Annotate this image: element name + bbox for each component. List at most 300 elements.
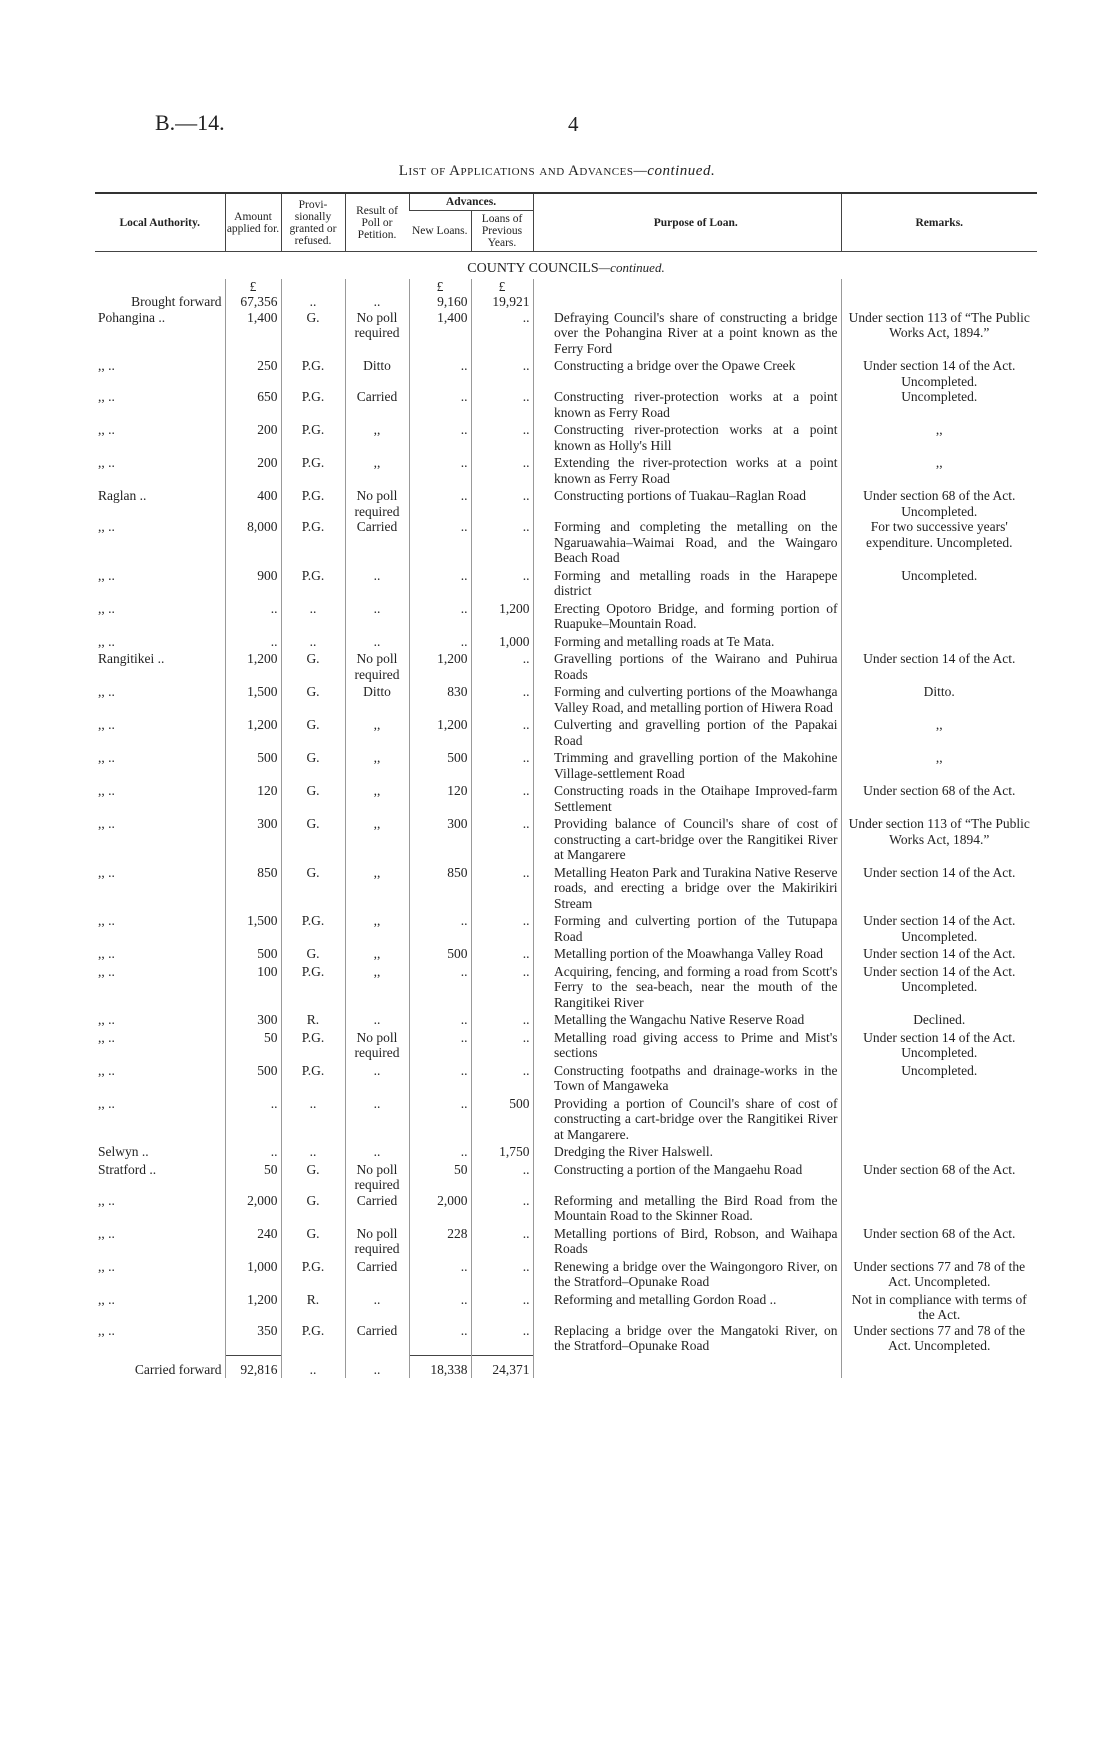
spacer-cell [533,294,551,310]
result-cell: No poll required [345,651,409,684]
purpose-cell: Erecting Opotoro Bridge, and forming portion of Ruapuke–Mountain Road. [554,600,838,631]
new-loans-cell: .. [409,568,471,601]
result-cell: ,, [345,750,409,783]
table-row [95,519,1037,568]
authority-cell: ,, .. [98,946,115,961]
authority-cell: ,, .. [98,1322,115,1338]
purpose-cell: Culverting and gravelling portion of the Papakai Road [554,717,838,748]
remarks-cell: ,, [841,750,1037,783]
spacer-cell [533,519,551,568]
table-row [95,651,1037,684]
provisional-cell: G. [281,1226,345,1259]
report-code: B.—14. [155,110,225,135]
amount-cell: 200 [225,422,281,455]
previous-loans-cell: .. [471,717,533,750]
spacer-cell [533,1063,551,1096]
amount-cell: .. [225,1144,281,1162]
authority-cell: ,, .. [98,913,115,928]
new-loans-cell: .. [409,634,471,652]
carried-prev: 24,371 [471,1356,533,1378]
table-row [95,717,1037,750]
spacer-cell [533,455,551,488]
previous-loans-cell: .. [471,964,533,1013]
result-cell: ,, [345,717,409,750]
purpose-cell [551,294,841,310]
table-row [95,1096,1037,1145]
currency-new: £ [409,279,471,295]
amount-cell: 1,200 [225,717,281,750]
amount-cell: 300 [225,816,281,865]
table-row [95,1144,1037,1162]
previous-loans-cell: .. [471,519,533,568]
spacer-cell [533,1226,551,1259]
header-spacer [533,193,551,252]
table-row [95,946,1037,964]
previous-loans-cell: .. [471,1226,533,1259]
previous-loans-cell: 19,921 [471,294,533,310]
purpose-cell: Renewing a bridge over the Waingongoro River, on the Stratford–Opunake Road [554,1258,838,1289]
provisional-cell: G. [281,865,345,914]
authority-cell: Raglan .. [98,488,147,503]
amount-cell: 200 [225,455,281,488]
spacer-cell [533,601,551,634]
provisional-cell: G. [281,1162,345,1193]
purpose-cell: Constructing portions of Tuakau–Raglan Road [554,488,806,503]
table-row [95,1193,1037,1226]
table-row [95,1323,1037,1356]
amount-cell: 240 [225,1226,281,1259]
remarks-cell [841,294,1037,310]
previous-loans-cell: .. [471,816,533,865]
provisional-cell: G. [281,310,345,359]
result-cell: .. [345,601,409,634]
carried-amount: 92,816 [225,1356,281,1378]
spacer-cell [533,913,551,946]
previous-loans-cell: .. [471,913,533,946]
provisional-cell: G. [281,750,345,783]
table-row [95,1063,1037,1096]
provisional-cell: P.G. [281,1063,345,1096]
carried-prov: .. [281,1356,345,1378]
spacer-cell [533,964,551,1013]
provisional-cell: .. [281,1096,345,1145]
amount-cell: 1,000 [225,1259,281,1292]
result-cell: .. [345,1292,409,1323]
amount-cell: 1,500 [225,684,281,717]
authority-cell: ,, .. [98,684,115,699]
provisional-cell: P.G. [281,1259,345,1292]
purpose-cell: Metalling the Wangachu Native Reserve Road [554,1012,805,1027]
spacer-cell [533,634,551,652]
table-row [95,601,1037,634]
purpose-cell: Metalling portion of the Moawhanga Valley Road [554,946,823,961]
authority-cell: ,, .. [98,1062,115,1078]
previous-loans-cell: .. [471,684,533,717]
authority-cell: Rangitikei .. [98,651,165,666]
remarks-cell: Under section 14 of the Act. [841,946,1037,964]
spacer-cell [533,568,551,601]
authority-cell: ,, .. [98,633,115,649]
remarks-cell: Under section 14 of the Act. [841,865,1037,914]
table-row [95,389,1037,422]
provisional-cell: .. [281,634,345,652]
result-cell: No poll required [345,1226,409,1259]
spacer-cell [533,389,551,422]
applications-table [95,192,1037,1378]
table-row [95,294,1037,310]
result-cell: .. [345,294,409,310]
new-loans-cell: 300 [409,816,471,865]
result-cell: Ditto [345,358,409,389]
previous-loans-cell: .. [471,488,533,519]
section-heading [95,252,1037,279]
provisional-cell: P.G. [281,913,345,946]
spacer-cell [533,750,551,783]
previous-loans-cell: .. [471,1292,533,1323]
carried-label: Carried forward [134,1361,222,1377]
carried-result: .. [345,1356,409,1378]
provisional-cell: P.G. [281,1030,345,1063]
authority-cell: ,, .. [98,717,115,732]
table-row [95,488,1037,519]
authority-cell: ,, .. [98,1012,115,1027]
previous-loans-cell: .. [471,358,533,389]
title-main: List of Applications and Advances [398,163,634,179]
table-row [95,634,1037,652]
result-cell: Carried [345,519,409,568]
spacer-cell [533,310,551,359]
spacer-cell [533,684,551,717]
header-purpose: Purpose of Loan. [551,193,841,252]
result-cell: No poll required [345,1162,409,1193]
header-result-poll: Result of Poll or Petition. [345,193,409,252]
purpose-cell: Constructing river-protection works at a point known as Holly's Hill [554,422,838,453]
purpose-cell: Gravelling portions of the Wairano and Puhirua Roads [554,651,838,682]
new-loans-cell: 850 [409,865,471,914]
authority-cell: ,, .. [98,1291,115,1307]
table-row [95,816,1037,865]
purpose-cell: Constructing a bridge over the Opawe Creek [554,358,796,373]
table-row [95,1259,1037,1292]
purpose-cell: Reforming and metalling Gordon Road .. [554,1291,777,1307]
purpose-cell: Defraying Council's share of constructing a bridge over the Pohangina River at a point known as the Ferry Ford [554,309,838,356]
amount-cell: 1,200 [225,1292,281,1323]
previous-loans-cell: .. [471,1193,533,1226]
purpose-cell: Acquiring, fencing, and forming a road from Scott's Ferry to the sea-beach, near the mouth of the Rangitikei River [554,963,838,1010]
remarks-cell: ,, [841,717,1037,750]
amount-cell: 100 [225,964,281,1013]
purpose-cell: Forming and culverting portions of the Moawhanga Valley Road, and metalling portion of Hiwera Road [554,684,838,715]
carried-forward-row [95,1356,1037,1378]
authority-cell: ,, .. [98,1258,115,1274]
spacer-cell [533,717,551,750]
provisional-cell: P.G. [281,389,345,422]
new-loans-cell: .. [409,913,471,946]
remarks-cell [841,1144,1037,1162]
provisional-cell: P.G. [281,568,345,601]
result-cell: Carried [345,1259,409,1292]
purpose-cell: Trimming and gravelling portion of the Makohine Village-settlement Road [554,750,838,781]
provisional-cell: P.G. [281,358,345,389]
authority-cell: ,, .. [98,1225,115,1241]
previous-loans-cell: .. [471,865,533,914]
remarks-cell: Under section 113 of “The Public Works Act, 1894.” [841,816,1037,865]
purpose-cell: Forming and metalling roads in the Harapepe district [554,567,838,598]
table-row [95,684,1037,717]
remarks-cell [841,601,1037,634]
purpose-cell: Constructing river-protection works at a point known as Ferry Road [554,389,838,420]
remarks-cell: Ditto. [841,684,1037,717]
provisional-cell: R. [281,1012,345,1030]
authority-cell: ,, .. [98,750,115,765]
provisional-cell: R. [281,1292,345,1323]
currency-row [95,279,1037,295]
amount-cell: 8,000 [225,519,281,568]
previous-loans-cell: .. [471,1259,533,1292]
result-cell: ,, [345,422,409,455]
new-loans-cell: .. [409,488,471,519]
authority-cell: ,, .. [98,1192,115,1208]
purpose-cell: Metalling portions of Bird, Robson, and Waihapa Roads [554,1225,838,1256]
previous-loans-cell: .. [471,310,533,359]
provisional-cell: G. [281,651,345,684]
carried-new: 18,338 [409,1356,471,1378]
spacer-cell [533,1012,551,1030]
spacer-cell [533,651,551,684]
spacer-cell [533,1162,551,1193]
table-row [95,310,1037,359]
new-loans-cell: 120 [409,783,471,816]
amount-cell: 120 [225,783,281,816]
result-cell: ,, [345,964,409,1013]
spacer-cell [533,816,551,865]
previous-loans-cell: .. [471,783,533,816]
purpose-cell: Constructing a portion of the Mangaehu Road [554,1161,803,1177]
new-loans-cell: .. [409,1144,471,1162]
result-cell: ,, [345,913,409,946]
amount-cell: 50 [225,1162,281,1193]
header-new-loans: New Loans. [409,211,471,252]
remarks-cell: Under section 113 of “The Public Works Act, 1894.” [841,310,1037,359]
result-cell: .. [345,1144,409,1162]
spacer-cell [533,865,551,914]
table-row [95,1226,1037,1259]
result-cell: Carried [345,1193,409,1226]
authority-cell: Pohangina .. [98,309,166,325]
purpose-cell: Providing balance of Council's share of cost of constructing a cart-bridge over the Rangitikei River at Mangarere [554,816,838,862]
spacer-cell [533,1193,551,1226]
provisional-cell: P.G. [281,964,345,1013]
result-cell: ,, [345,455,409,488]
result-cell: Carried [345,1323,409,1356]
amount-cell: 1,200 [225,651,281,684]
purpose-cell: Metalling road giving access to Prime and Mist's sections [554,1029,838,1060]
new-loans-cell: .. [409,358,471,389]
amount-cell: 350 [225,1323,281,1356]
new-loans-cell: 500 [409,750,471,783]
previous-loans-cell: .. [471,1030,533,1063]
authority-cell: ,, .. [98,422,115,437]
previous-loans-cell: .. [471,651,533,684]
authority-cell: ,, .. [98,600,115,616]
spacer-cell [533,1096,551,1145]
new-loans-cell: 1,400 [409,310,471,359]
previous-loans-cell: 1,750 [471,1144,533,1162]
new-loans-cell: 830 [409,684,471,717]
new-loans-cell: .. [409,1030,471,1063]
table-row [95,865,1037,914]
remarks-cell: Under section 14 of the Act. [841,651,1037,684]
previous-loans-cell: .. [471,946,533,964]
section-name: COUNTY COUNCILS [467,261,599,276]
provisional-cell: P.G. [281,1323,345,1356]
result-cell: No poll required [345,310,409,359]
previous-loans-cell: .. [471,389,533,422]
new-loans-cell: .. [409,1323,471,1356]
result-cell: .. [345,1063,409,1096]
purpose-cell: Reforming and metalling the Bird Road from the Mountain Road to the Skinner Road. [554,1192,838,1223]
table-row [95,1030,1037,1063]
remarks-cell [841,1193,1037,1226]
table-row [95,358,1037,389]
purpose-cell: Constructing footpaths and drainage-works in the Town of Mangaweka [554,1062,838,1093]
new-loans-cell: .. [409,1292,471,1323]
authority-cell: Brought forward [131,294,222,309]
amount-cell: 1,500 [225,913,281,946]
remarks-cell: ,, [841,455,1037,488]
result-cell: No poll required [345,488,409,519]
title-continued: —continued. [633,163,716,179]
table-row [95,422,1037,455]
spacer-cell [533,488,551,519]
authority-cell: ,, .. [98,389,115,404]
new-loans-cell: 50 [409,1162,471,1193]
amount-cell: 50 [225,1030,281,1063]
previous-loans-cell: 500 [471,1096,533,1145]
amount-cell: 500 [225,946,281,964]
spacer-cell [533,422,551,455]
table-row [95,913,1037,946]
new-loans-cell: .. [409,601,471,634]
authority-cell: ,, .. [98,1095,115,1111]
remarks-cell: Under section 68 of the Act. [841,1162,1037,1193]
purpose-cell: Replacing a bridge over the Mangatoki River, on the Stratford–Opunake Road [554,1322,838,1353]
header-provisionally: Provi- sionally granted or refused. [281,193,345,252]
table-row [95,1162,1037,1193]
provisional-cell: .. [281,601,345,634]
spacer-cell [533,1144,551,1162]
section-continued: —continued. [598,260,665,275]
amount-cell: 850 [225,865,281,914]
page-title [0,163,1114,180]
new-loans-cell: .. [409,1012,471,1030]
purpose-cell: Extending the river-protection works at a point known as Ferry Road [554,455,838,486]
provisional-cell: .. [281,294,345,310]
authority-cell: ,, .. [98,358,115,373]
header-amount-applied: Amount applied for. [225,193,281,252]
provisional-cell: P.G. [281,519,345,568]
remarks-cell: Under section 68 of the Act. [841,1226,1037,1259]
provisional-cell: G. [281,816,345,865]
previous-loans-cell: .. [471,568,533,601]
new-loans-cell: .. [409,964,471,1013]
authority-cell: ,, .. [98,1029,115,1045]
result-cell: ,, [345,946,409,964]
amount-cell: 250 [225,358,281,389]
table-row [95,964,1037,1013]
result-cell: .. [345,634,409,652]
remarks-cell: Under sections 77 and 78 of the Act. Uncompleted. [841,1259,1037,1292]
amount-cell: 650 [225,389,281,422]
result-cell: .. [345,1096,409,1145]
purpose-cell: Metalling Heaton Park and Turakina Native Reserve roads, and erecting a bridge over the Makirikiri Stream [554,864,838,911]
new-loans-cell: .. [409,1259,471,1292]
previous-loans-cell: 1,000 [471,634,533,652]
authority-cell: Selwyn .. [98,1144,149,1159]
table-row [95,1012,1037,1030]
authority-cell: Stratford .. [98,1161,157,1177]
authority-cell: ,, .. [98,963,115,979]
provisional-cell: G. [281,1193,345,1226]
previous-loans-cell: .. [471,1162,533,1193]
new-loans-cell: 1,200 [409,717,471,750]
remarks-cell: Under section 68 of the Act. Uncompleted. [841,488,1037,519]
amount-cell: .. [225,634,281,652]
result-cell: No poll required [345,1030,409,1063]
previous-loans-cell: .. [471,455,533,488]
header-advances: Advances. [409,193,533,211]
provisional-cell: G. [281,946,345,964]
authority-cell: ,, .. [98,864,115,880]
new-loans-cell: .. [409,519,471,568]
authority-cell: ,, .. [98,783,115,798]
remarks-cell [841,634,1037,652]
provisional-cell: G. [281,684,345,717]
spacer-cell [533,946,551,964]
purpose-cell: Forming and culverting portion of the Tutupapa Road [554,913,838,944]
new-loans-cell: 500 [409,946,471,964]
table-row [95,455,1037,488]
amount-cell: 67,356 [225,294,281,310]
remarks-cell: Uncompleted. [841,568,1037,601]
result-cell: .. [345,568,409,601]
spacer-cell [533,1323,551,1356]
section-heading-row [95,252,1037,279]
table-row [95,750,1037,783]
table-row [95,783,1037,816]
result-cell: ,, [345,816,409,865]
provisional-cell: P.G. [281,422,345,455]
amount-cell: .. [225,1096,281,1145]
amount-cell: 400 [225,488,281,519]
new-loans-cell: .. [409,422,471,455]
authority-cell: ,, .. [98,455,115,470]
new-loans-cell: .. [409,1063,471,1096]
result-cell: ,, [345,783,409,816]
previous-loans-cell: 1,200 [471,601,533,634]
amount-cell: 2,000 [225,1193,281,1226]
new-loans-cell: .. [409,389,471,422]
purpose-cell: Dredging the River Halswell. [554,1144,713,1159]
amount-cell: 300 [225,1012,281,1030]
amount-cell: 1,400 [225,310,281,359]
new-loans-cell: .. [409,455,471,488]
remarks-cell: Under section 14 of the Act. Uncompleted. [841,913,1037,946]
table-row [95,1292,1037,1323]
purpose-cell: Forming and metalling roads at Te Mata. [554,633,775,649]
previous-loans-cell: .. [471,1323,533,1356]
authority-cell: ,, .. [98,519,115,534]
